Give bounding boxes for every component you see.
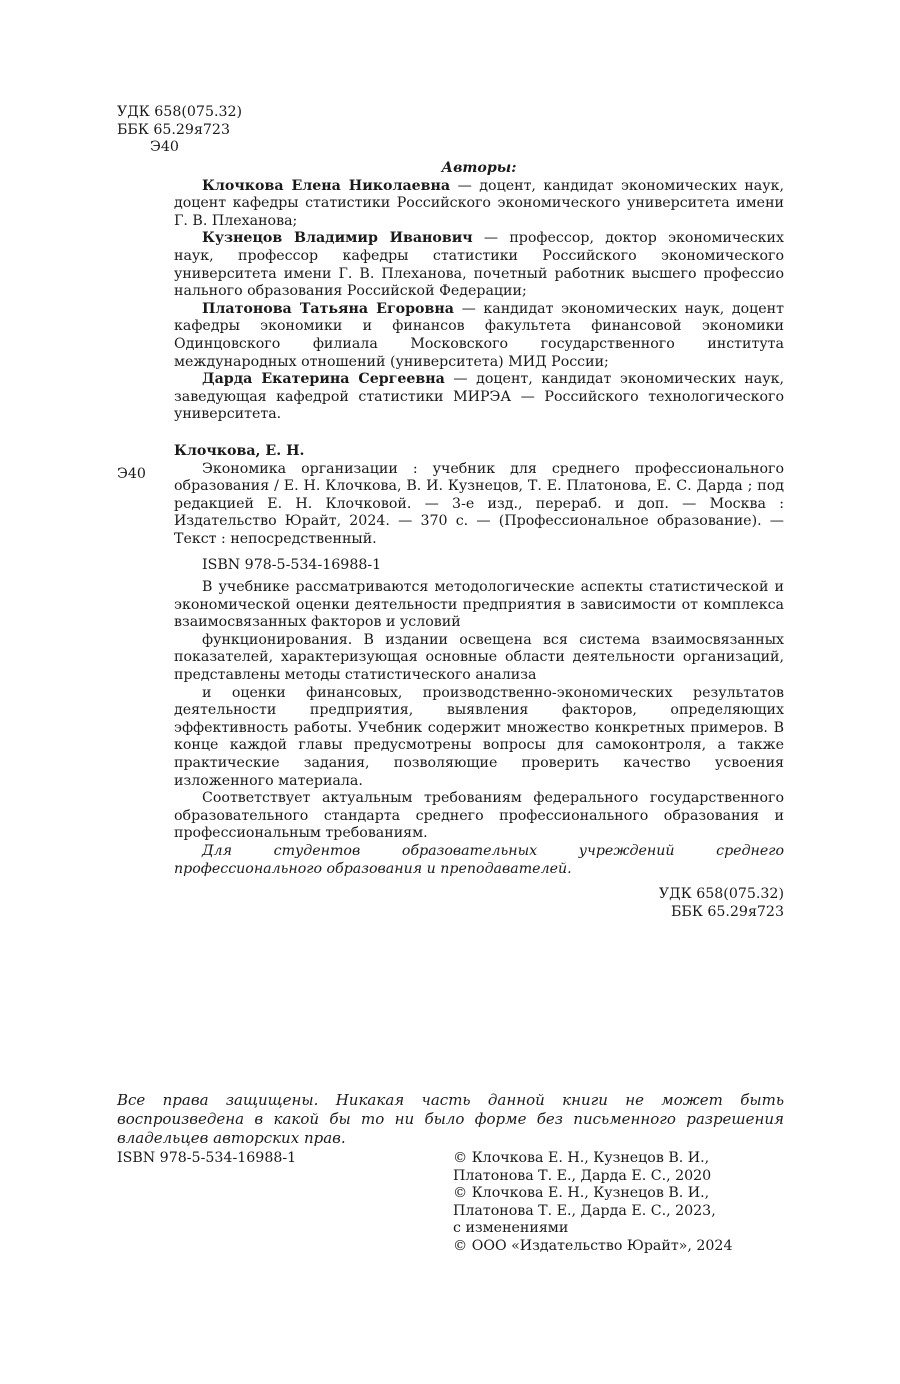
author-name: Кузнецов Владимир Иванович <box>202 230 473 247</box>
copyright-block <box>453 1150 773 1256</box>
bibliographic-record <box>174 443 784 574</box>
annotation-paragraph: и оценки финансовых, производственно-экономических результатов деятельности предприятия, выявления факторов, определяющих эффективность работы. Учебник содержит множество конкретных примеров. В конце каждой главы предусмотрены вопросы для самоконтроля, а также практические задания, позволяющие проверить качество усвоения изложенного материала. <box>174 684 784 789</box>
bibliographic-author-mark: Э40 <box>117 466 146 482</box>
author-mark: Э40 <box>150 139 179 156</box>
author-description: — доцент, кандидат экономических наук, заведующая кафедрой статистики МИРЭА — Российского технологического университета. <box>174 371 784 423</box>
classification-repeat <box>174 886 784 921</box>
copyright-line: © Клочкова Е. Н., Кузнецов В. И., <box>453 1150 710 1166</box>
bibliographic-entry: Экономика организации : учебник для среднего профессионального образования / Е. Н. Клочкова, В. И. Кузнецов, Т. Е. Платонова, Е. С. Дарда ; под редакцией Е. Н. Клочковой. — 3-е изд., перераб. и доп. — Москва : Издательство Юрайт, 2024. — 370 с. — (Профессиональное образование). — Текст : непосредственный. <box>174 460 784 547</box>
isbn-line: ISBN 978-5-534-16988-1 <box>202 556 382 573</box>
rights-notice: Все права защищены. Никакая часть данной книги не может быть воспроизведена в какой бы то ни было форме без письменного разрешения владельцев авторских прав. <box>117 1091 784 1147</box>
author-name: Клочкова Елена Николаевна <box>202 177 451 194</box>
footer-isbn: ISBN 978-5-534-16988-1 <box>117 1150 297 1166</box>
author-name: Дарда Екатерина Сергеевна <box>202 371 445 388</box>
annotation-paragraph: функционирования. В издании освещена вся система взаимосвязанных показателей, характеризующая основные области деятельности организаций, представлены методы статистического анализа <box>174 631 784 683</box>
author-description: — кандидат экономических наук, доцент кафедры экономики и финансов факультета финансовой экономики Одинцовского филиала Московского государственного института международных отношений (университета) МИД России; <box>174 300 784 370</box>
annotation-section <box>174 579 784 921</box>
author-description: — доцент, кандидат экономических наук, доцент кафедры статистики Российского экономического университета имени Г. В. Плеханова; <box>174 177 784 229</box>
copyright-line: © Клочкова Е. Н., Кузнецов В. И., <box>453 1185 710 1202</box>
annotation-paragraph: Соответствует актуальным требованиям федерального государственного образовательного стандарта среднего профессионального образования и профессиональным требованиям. <box>174 790 784 842</box>
copyright-line: Платонова Т. Е., Дарда Е. С., 2020 <box>453 1167 712 1184</box>
copyright-line: Платонова Т. Е., Дарда Е. С., 2023, <box>453 1202 716 1219</box>
authors-heading: Авторы: <box>441 160 517 176</box>
classification-block <box>117 104 317 157</box>
author-name: Платонова Татьяна Егоровна <box>202 300 454 317</box>
main-author: Клочкова, Е. Н. <box>174 443 305 459</box>
authors-section <box>174 160 784 424</box>
author-entry <box>174 230 784 300</box>
annotation-paragraph: В учебнике рассматриваются методологические аспекты статистической и экономической оценки деятельности предприятия в зависимости от комплекса взаимосвязанных факторов и условий <box>174 579 784 631</box>
udk-code-repeat: УДК 658(075.32) <box>658 886 784 903</box>
copyright-line: © ООО «Издательство Юрайт», 2024 <box>453 1237 733 1254</box>
copyright-line: с изменениями <box>453 1220 569 1237</box>
author-entry <box>174 301 784 371</box>
author-description: — профессор, доктор экономических наук, профессор кафедры статистики Российского экономического университета имени Г. В. Плеханова, почетный работник высшего профессио нального образования Российской Федерации; <box>174 230 784 300</box>
udk-code: УДК 658(075.32) <box>117 104 243 120</box>
audience-note: Для студентов образовательных учреждений среднего профессионального образования и преподавателей. <box>174 842 784 877</box>
bbk-code-repeat: ББК 65.29я723 <box>671 903 784 920</box>
author-entry <box>174 371 784 424</box>
author-entry <box>174 178 784 231</box>
bbk-code: ББК 65.29я723 <box>117 121 230 138</box>
